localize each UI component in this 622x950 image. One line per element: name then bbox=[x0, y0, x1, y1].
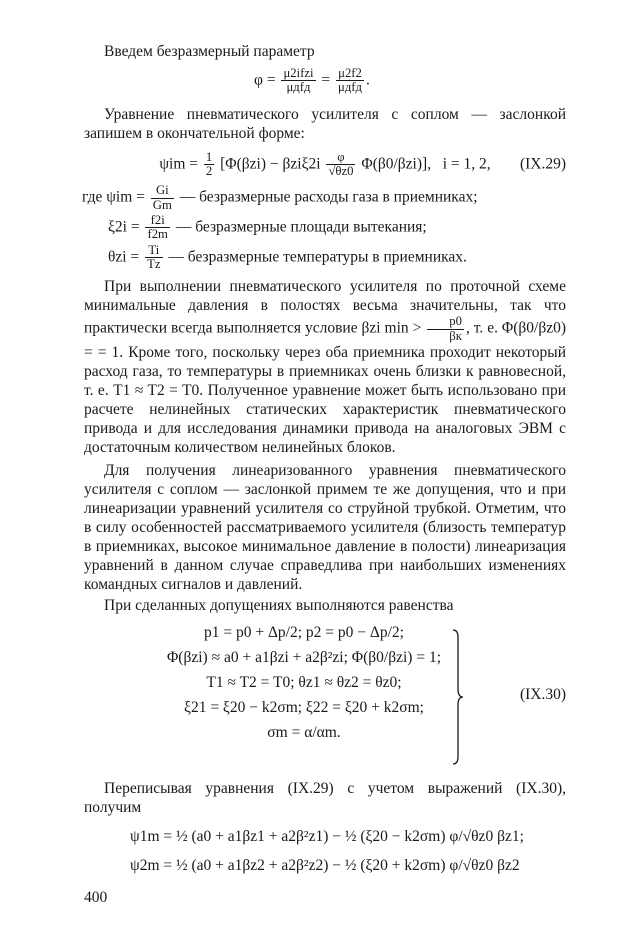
page-number: 400 bbox=[84, 889, 108, 906]
paragraph-equalities: При сделанных допущениях выполняются равенства bbox=[104, 596, 454, 614]
definition-psi: где ψim = $\frac{Gi}{Gm}$ — безразмерные расходы газа в приемниках; bbox=[82, 183, 478, 212]
paragraph-rewrite: Переписывая уравнения (IX.29) с учетом выражений (IX.30), получим bbox=[84, 779, 566, 816]
paragraph-linearization: Для получения линеаризованного уравнения пневматического усилителя с соплом — заслонкой примем те же допущения, что и при линеаризации уравнений усилителя со струйной трубкой. Отметим, что в силу особенностей рассматриваемого усилителя (близость температур в приемниках, высокое минимальное давление в полости) линеаризация уравнений в данном случае справедлива при наибольших изменениях командных сигналов и давлений. bbox=[84, 461, 566, 593]
result-equation-1: ψ1m = ½ (a0 + a1βz1 + a2β²z1) − ½ (ξ20 − k2σm) φ/√θz0 βz1; bbox=[130, 827, 524, 845]
paragraph-equation-intro: Уравнение пневматического усилителя с соплом — заслонкой запишем в окончательной форме: bbox=[84, 105, 566, 142]
equation-system-ix30 bbox=[84, 623, 566, 771]
system-line-5: σm = α/αm. bbox=[267, 723, 341, 741]
system-line-4: ξ21 = ξ20 − k2σm; ξ22 = ξ20 + k2σm; bbox=[184, 698, 424, 716]
definition-xi: ξ2i = $\frac{f2i}{f2m}$ — безразмерные площади вытекания; bbox=[108, 212, 427, 242]
system-line-2: Φ(βzi) ≈ a0 + a1βzi + a2β²zi; Φ(β0/βzi) = 1; bbox=[166, 648, 442, 666]
system-line-3: T1 ≈ T2 = T0; θz1 ≈ θz2 = θz0; bbox=[206, 673, 402, 691]
system-line-1: p1 = p0 + Δp/2; p2 = p0 − Δp/2; bbox=[203, 623, 404, 641]
equation-number-ix30: (IX.30) bbox=[519, 685, 566, 703]
equation-phi: φ = $\frac{\text{μ2ifzi}}{\text{μдfд}}$ = $\frac{\mu 2f2}{\text{μдfд}}$ . bbox=[254, 66, 370, 95]
paragraph-intro: Введем безразмерный параметр bbox=[104, 43, 315, 60]
paragraph-conditions: При выполнении пневматического усилителя по проточной схеме минимальные давления в полостях весьма значительны, так что практически всегда выполняется условие βzi min > $\frac{p0}{\beta к}$ , т. е. Φ(β0/βz0) = = 1. Кроме того, поскольку через оба приемника проходит некоторый расход газа, то температуры в приемниках очень близки к равновесной, т. е. T1 ≈ T2 = T0. Полученное уравнение может быть использовано при расчете нелинейных статических характеристик пневматического привода и для исследования динамики привода на аналоговых ЭВМ с достаточным количеством нелинейных блоков. bbox=[84, 278, 566, 456]
right-brace-icon bbox=[452, 629, 464, 765]
equation-ix29: ψim = $\frac{1}{2}$ [Φ(βzi) − βziξ2i $\frac{\varphi}{√\theta z0}$ Φ(β0/βzi)], i = 1, 2, (IX.29) bbox=[159, 149, 566, 178]
equation-number-ix29: (IX.29) bbox=[519, 155, 566, 173]
page-body bbox=[84, 40, 566, 879]
definition-theta: θzi = $\frac{Ti}{Tz}$ — безразмерные температуры в приемниках. bbox=[108, 242, 467, 271]
result-equation-2: ψ2m = ½ (a0 + a1βz2 + a2β²z2) − ½ (ξ20 + k2σm) φ/√θz0 βz2 bbox=[130, 856, 520, 874]
